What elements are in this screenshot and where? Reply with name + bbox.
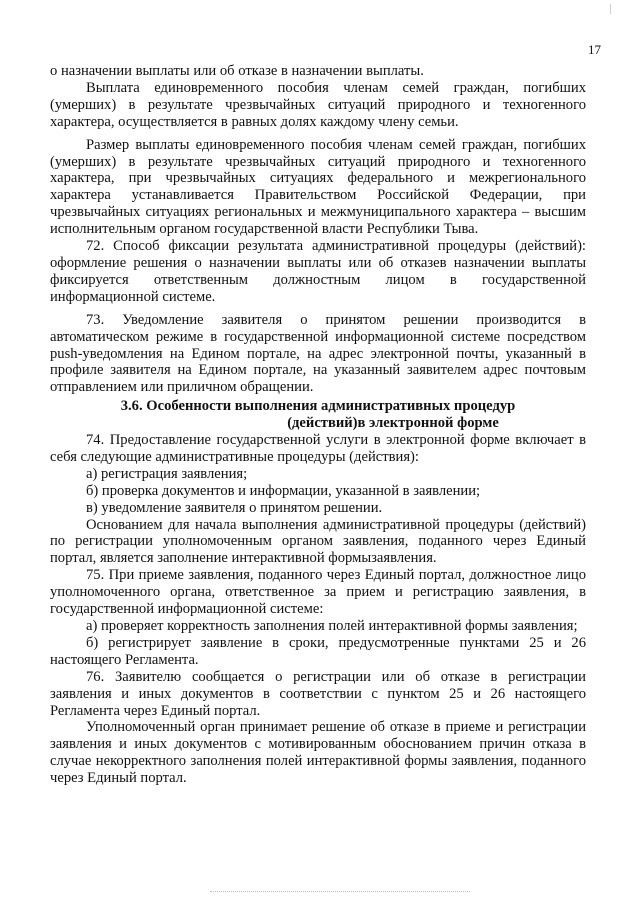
list-item-75a: а) проверяет корректность заполнения полей интерактивной формы заявления; (86, 618, 578, 634)
paragraph-75: 75. При приеме заявления, поданного через Единый портал, должностное лицо уполномоченного органа, ответственное за прием и регистрацию заявления, в государственной информационной системе: (50, 567, 586, 618)
paragraph-payment-shares: Выплата единовременного пособия членам семей граждан, погибших (умерших) в результате чрезвычайных ситуаций природного и техногенного характера, осуществляется в равных долях каждому члену семьи. (50, 79, 586, 130)
section-heading-line-1: 3.6. Особенности выполнения административных процедур (120, 398, 516, 415)
list-item-75b: б) регистрирует заявление в сроки, предусмотренные пунктами 25 и 26 настоящего Регламента. (50, 634, 586, 668)
paragraph-payment-amount: Размер выплаты единовременного пособия членам семей граждан, погибших (умерших) в результате чрезвычайных ситуаций природного и техногенного характера, при чрезвычайных ситуациях федерального и межрегионального характера устанавливается Правительством Российской Федерации, при чрезвычайных ситуациях региональных и межмуниципального характера – высшим исполнительным органом государственной власти Республики Тыва. (50, 136, 586, 238)
section-heading-3-6 (50, 398, 586, 432)
list-item-c: в) уведомление заявителя о принятом решении. (86, 499, 383, 516)
list-item-a: а) регистрация заявления; (86, 465, 248, 482)
paragraph-basis: Основанием для начала выполнения административной процедуры (действий) по регистрации уполномоченным органом заявления, поданного через Единый портал, является заполнение интерактивной формызаявления. (50, 516, 586, 567)
paragraph-continuation: о назначении выплаты или об отказе в назначении выплаты. (50, 63, 424, 79)
document-body (50, 63, 586, 787)
paragraph-76: 76. Заявителю сообщается о регистрации или об отказе в регистрации заявления и иных документов в соответствии с пунктом 25 и 26 настоящего Регламента через Единый портал. (50, 668, 586, 719)
list-item-b: б) проверка документов и информации, указанной в заявлении; (86, 482, 481, 499)
paragraph-72: 72. Способ фиксации результата административной процедуры (действий): оформление решения о назначении выплаты или об отказев назначении выплаты фиксируется ответственным должностным лицом в государственной информационной системе. (50, 238, 586, 305)
paragraph-73: 73. Уведомление заявителя о принятом решении производится в автоматическом режиме в государственной информационной системе посредством push-уведомления на Едином портале, на адрес электронной почты, указанный в профиле заявителя на Едином портале, на указанный заявителем адрес почтовым отправлением или приличном обращении. (50, 311, 586, 396)
page-number: 17 (588, 42, 601, 57)
paragraph-74: 74. Предоставление государственной услуги в электронной форме включает в себя следующие административные процедуры (действия): (50, 432, 586, 465)
paragraph-refusal: Уполномоченный орган принимает решение об отказе в приеме и регистрации заявления и иных документов с мотивированным обоснованием причин отказа в случае некорректного заполнения полей интерактивной формы заявления, поданного через Единый портал. (50, 719, 586, 787)
scan-artifact-bottom (210, 891, 470, 894)
section-heading-line-2: (действий)в электронной форме (287, 415, 499, 432)
scan-artifact (610, 4, 617, 14)
